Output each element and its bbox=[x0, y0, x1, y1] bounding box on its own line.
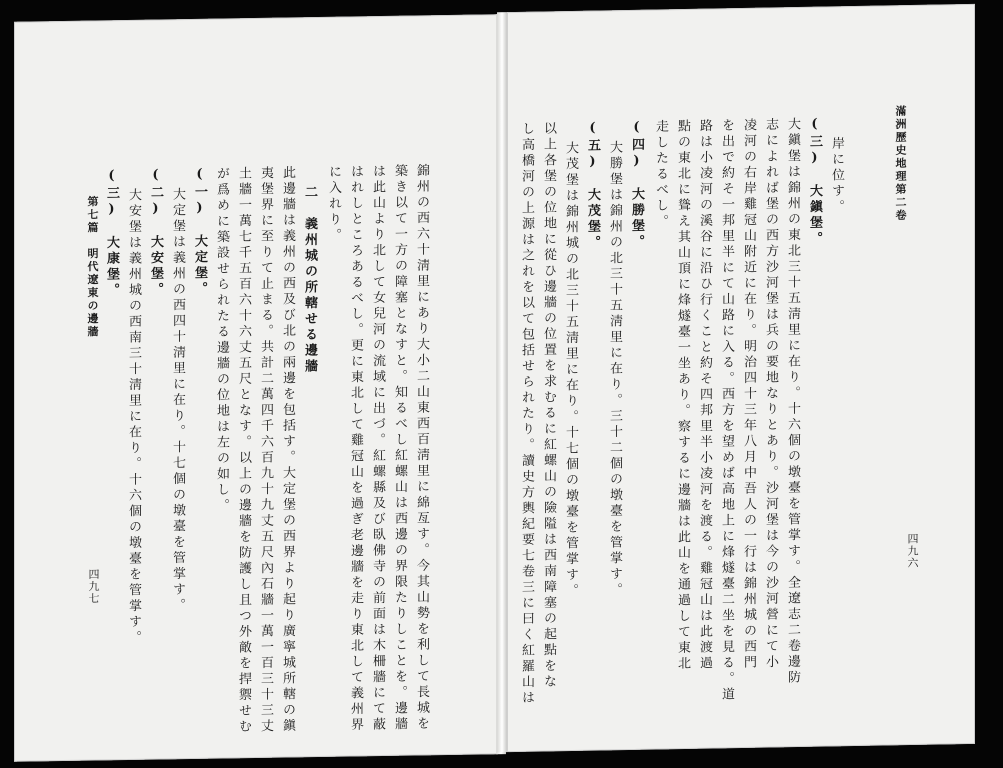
text-column: (二) 大安堡。 bbox=[148, 167, 163, 299]
text-column: は此山より北して女兒河の流域に出づ。紅螺縣及び臥佛寺の前面は木柵牆にて蔽 bbox=[370, 163, 385, 734]
text-column: (一) 大定堡。 bbox=[192, 166, 207, 298]
text-column: 路は小凌河の溪谷に沿ひ行くこと約そ四邦里半小凌河を渡る。雞冠山は此渡過 bbox=[697, 118, 712, 672]
text-column: に入れり。 bbox=[326, 164, 341, 244]
text-column: を出で約そ一邦里半にて山路に入る。西方を望めば高地上に烽燧臺二坐を見る。道 bbox=[719, 118, 734, 703]
text-column: 築き以て一方の障塞となすと。知るべし紅螺山は西邊の界限たりしことを。邊牆 bbox=[392, 163, 407, 733]
text-column: 大安堡は義州城の西南三十淸里に在り。十六個の墩臺を管掌す。 bbox=[126, 187, 141, 647]
text-column: が爲めに築設せられたる邊牆の位地は左の如し。 bbox=[214, 166, 229, 515]
right-running-header: 滿洲歷史地理第二卷 bbox=[894, 105, 907, 223]
text-column: (三) 大鎭堡。 bbox=[807, 116, 822, 248]
left-running-header: 第七篇 明代遼東の邊牆 bbox=[86, 195, 99, 339]
right-page bbox=[507, 4, 975, 752]
text-column: 夷堡界に至りて止まる。共計二萬四千六百九十九丈五尺內石牆一萬一百三十三丈 bbox=[258, 165, 273, 735]
text-column: 凌河の右岸雞冠山附近に在り。明治四十三年八月中吾人の一行は錦州城の西門 bbox=[741, 117, 756, 672]
text-column: はれしところあるべし。更に東北して雞冠山を過ぎ老邊牆を走り東北して義州界 bbox=[348, 164, 363, 734]
text-column: 此邊牆は義州の西及び北の兩邊を包括す。大定堡の西界より起り廣寧城所轄の鎭 bbox=[280, 165, 295, 735]
text-column: 點の東北に聳え其山頂に烽燧臺一坐あり。察するに邊牆は此山を通過して東北 bbox=[675, 118, 690, 673]
text-column: (五) 大茂堡。 bbox=[585, 120, 600, 252]
page-edge-left bbox=[497, 12, 507, 752]
text-column: 志によれば堡の西方沙河堡は兵の要地なりとあり。沙河堡は今の沙河營にて小 bbox=[763, 117, 778, 671]
section-heading: 二 義州城の所轄せる邊牆 bbox=[302, 185, 317, 375]
text-column: (四) 大勝堡。 bbox=[629, 119, 644, 251]
text-column: 大鎭堡は錦州の東北三十五淸里に在り。十六個の墩臺を管掌す。全遼志二卷邊防 bbox=[785, 116, 800, 687]
text-column: 大勝堡は錦州の北三十五淸里に在り。三十二個の墩臺を管掌す。 bbox=[607, 140, 622, 599]
left-page-number: 四九七 bbox=[87, 568, 100, 605]
text-column: 走したるべし。 bbox=[653, 119, 668, 231]
text-column: 大定堡は義州の西四十淸里に在り。十七個の墩臺を管掌す。 bbox=[170, 187, 185, 614]
text-column: 大茂堡は錦州城の北三十五淸里に在り。十七個の墩臺を管掌す。 bbox=[563, 140, 578, 600]
right-page-number: 四九六 bbox=[906, 532, 919, 570]
text-column: し高橋河の上源は之れを以て包括せられたり。讀史方輿紀要七卷三に曰く紅羅山は bbox=[519, 121, 534, 707]
text-column: 以上各堡の位地に從ひ邊牆の位置を求むるに紅螺山の險隘は西南障塞の起點をな bbox=[541, 121, 556, 691]
text-column: 土牆一萬七千五百六十六丈五尺となす。以上の邊牆を防護し且つ外敵を捍禦せむ bbox=[236, 166, 251, 736]
left-page bbox=[14, 14, 498, 762]
text-column: (三) 大康堡。 bbox=[104, 168, 119, 299]
text-column: 錦州の西六十淸里にあり大小二山東西百淸里に綿亙す。今其山勢を利して長城を bbox=[414, 163, 429, 733]
text-column: 岸に位す。 bbox=[829, 136, 844, 216]
